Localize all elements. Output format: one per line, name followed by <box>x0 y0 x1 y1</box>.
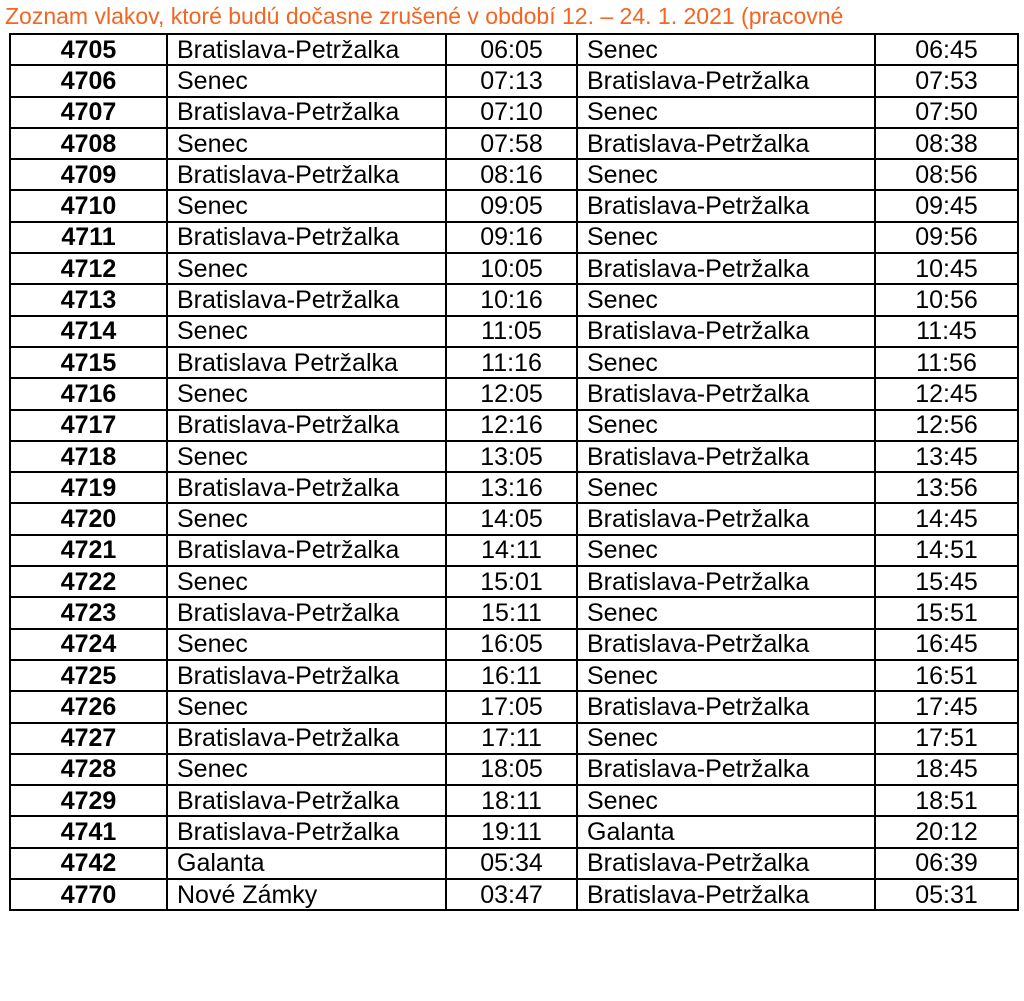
train-number-cell: 4716 <box>10 378 167 409</box>
arrival-station-cell: Senec <box>577 723 875 754</box>
departure-station-cell: Bratislava-Petržalka <box>167 723 446 754</box>
train-number-cell: 4729 <box>10 785 167 816</box>
departure-station-cell: Senec <box>167 378 446 409</box>
train-number-cell: 4708 <box>10 128 167 159</box>
departure-time-cell: 14:11 <box>446 535 577 566</box>
arrival-time-cell: 14:45 <box>875 503 1018 534</box>
departure-station-cell: Bratislava-Petržalka <box>167 785 446 816</box>
train-number-cell: 4714 <box>10 316 167 347</box>
arrival-station-cell: Bratislava-Petržalka <box>577 128 875 159</box>
departure-time-cell: 08:16 <box>446 159 577 190</box>
table-row <box>10 410 1018 441</box>
table-row <box>10 347 1018 378</box>
departure-station-cell: Bratislava-Petržalka <box>167 159 446 190</box>
departure-station-cell: Bratislava-Petržalka <box>167 597 446 628</box>
arrival-time-cell: 15:51 <box>875 597 1018 628</box>
arrival-station-cell: Bratislava-Petržalka <box>577 503 875 534</box>
departure-station-cell: Senec <box>167 190 446 221</box>
table-row <box>10 472 1018 503</box>
departure-time-cell: 03:47 <box>446 879 577 910</box>
arrival-time-cell: 18:51 <box>875 785 1018 816</box>
train-number-cell: 4711 <box>10 222 167 253</box>
table-row <box>10 879 1018 910</box>
arrival-station-cell: Senec <box>577 159 875 190</box>
arrival-station-cell: Bratislava-Petržalka <box>577 566 875 597</box>
arrival-time-cell: 14:51 <box>875 535 1018 566</box>
arrival-station-cell: Bratislava-Petržalka <box>577 378 875 409</box>
table-row <box>10 253 1018 284</box>
train-number-cell: 4728 <box>10 754 167 785</box>
train-number-cell: 4725 <box>10 660 167 691</box>
train-number-cell: 4721 <box>10 535 167 566</box>
arrival-station-cell: Bratislava-Petržalka <box>577 691 875 722</box>
table-row <box>10 535 1018 566</box>
train-number-cell: 4710 <box>10 190 167 221</box>
arrival-station-cell: Bratislava-Petržalka <box>577 441 875 472</box>
train-number-cell: 4720 <box>10 503 167 534</box>
train-number-cell: 4712 <box>10 253 167 284</box>
arrival-station-cell: Bratislava-Petržalka <box>577 65 875 96</box>
departure-station-cell: Galanta <box>167 848 446 879</box>
arrival-station-cell: Bratislava-Petržalka <box>577 848 875 879</box>
arrival-time-cell: 06:39 <box>875 848 1018 879</box>
departure-station-cell: Bratislava Petržalka <box>167 347 446 378</box>
train-number-cell: 4719 <box>10 472 167 503</box>
departure-time-cell: 07:58 <box>446 128 577 159</box>
table-row <box>10 378 1018 409</box>
arrival-time-cell: 12:56 <box>875 410 1018 441</box>
departure-time-cell: 18:05 <box>446 754 577 785</box>
train-number-cell: 4705 <box>10 34 167 65</box>
departure-time-cell: 14:05 <box>446 503 577 534</box>
arrival-station-cell: Senec <box>577 284 875 315</box>
train-number-cell: 4727 <box>10 723 167 754</box>
arrival-station-cell: Senec <box>577 597 875 628</box>
train-number-cell: 4718 <box>10 441 167 472</box>
arrival-time-cell: 16:45 <box>875 629 1018 660</box>
train-number-cell: 4742 <box>10 848 167 879</box>
departure-station-cell: Bratislava-Petržalka <box>167 34 446 65</box>
table-row <box>10 65 1018 96</box>
arrival-station-cell: Senec <box>577 472 875 503</box>
table-body <box>10 34 1018 910</box>
departure-time-cell: 15:01 <box>446 566 577 597</box>
table-row <box>10 848 1018 879</box>
departure-time-cell: 06:05 <box>446 34 577 65</box>
train-number-cell: 4722 <box>10 566 167 597</box>
departure-time-cell: 19:11 <box>446 816 577 847</box>
departure-time-cell: 11:16 <box>446 347 577 378</box>
departure-station-cell: Senec <box>167 629 446 660</box>
departure-station-cell: Bratislava-Petržalka <box>167 535 446 566</box>
departure-station-cell: Senec <box>167 441 446 472</box>
table-row <box>10 34 1018 65</box>
table-row <box>10 159 1018 190</box>
arrival-time-cell: 06:45 <box>875 34 1018 65</box>
arrival-time-cell: 10:45 <box>875 253 1018 284</box>
departure-station-cell: Bratislava-Petržalka <box>167 222 446 253</box>
arrival-time-cell: 09:45 <box>875 190 1018 221</box>
departure-station-cell: Senec <box>167 754 446 785</box>
train-number-cell: 4741 <box>10 816 167 847</box>
departure-station-cell: Bratislava-Petržalka <box>167 816 446 847</box>
arrival-station-cell: Galanta <box>577 816 875 847</box>
table-row <box>10 754 1018 785</box>
departure-time-cell: 15:11 <box>446 597 577 628</box>
table-row <box>10 503 1018 534</box>
departure-time-cell: 17:05 <box>446 691 577 722</box>
arrival-time-cell: 13:45 <box>875 441 1018 472</box>
arrival-time-cell: 09:56 <box>875 222 1018 253</box>
departure-time-cell: 16:11 <box>446 660 577 691</box>
arrival-time-cell: 18:45 <box>875 754 1018 785</box>
departure-station-cell: Bratislava-Petržalka <box>167 660 446 691</box>
arrival-station-cell: Bratislava-Petržalka <box>577 629 875 660</box>
departure-time-cell: 12:05 <box>446 378 577 409</box>
table-row <box>10 816 1018 847</box>
departure-time-cell: 10:16 <box>446 284 577 315</box>
departure-time-cell: 16:05 <box>446 629 577 660</box>
table-row <box>10 97 1018 128</box>
arrival-time-cell: 16:51 <box>875 660 1018 691</box>
train-number-cell: 4726 <box>10 691 167 722</box>
cancelled-trains-table <box>9 33 1019 911</box>
departure-station-cell: Senec <box>167 503 446 534</box>
departure-time-cell: 18:11 <box>446 785 577 816</box>
arrival-time-cell: 08:38 <box>875 128 1018 159</box>
departure-time-cell: 13:16 <box>446 472 577 503</box>
departure-time-cell: 10:05 <box>446 253 577 284</box>
arrival-time-cell: 10:56 <box>875 284 1018 315</box>
departure-time-cell: 05:34 <box>446 848 577 879</box>
arrival-time-cell: 20:12 <box>875 816 1018 847</box>
departure-station-cell: Senec <box>167 128 446 159</box>
departure-station-cell: Bratislava-Petržalka <box>167 410 446 441</box>
arrival-station-cell: Senec <box>577 785 875 816</box>
arrival-time-cell: 11:56 <box>875 347 1018 378</box>
departure-station-cell: Bratislava-Petržalka <box>167 284 446 315</box>
arrival-time-cell: 13:56 <box>875 472 1018 503</box>
train-number-cell: 4713 <box>10 284 167 315</box>
arrival-time-cell: 17:45 <box>875 691 1018 722</box>
arrival-station-cell: Senec <box>577 34 875 65</box>
table-row <box>10 316 1018 347</box>
arrival-time-cell: 17:51 <box>875 723 1018 754</box>
arrival-station-cell: Bratislava-Petržalka <box>577 754 875 785</box>
table-row <box>10 691 1018 722</box>
departure-station-cell: Senec <box>167 253 446 284</box>
table-row <box>10 190 1018 221</box>
departure-station-cell: Nové Zámky <box>167 879 446 910</box>
departure-station-cell: Bratislava-Petržalka <box>167 472 446 503</box>
departure-station-cell: Senec <box>167 566 446 597</box>
table-row <box>10 566 1018 597</box>
train-number-cell: 4723 <box>10 597 167 628</box>
arrival-time-cell: 07:50 <box>875 97 1018 128</box>
train-number-cell: 4707 <box>10 97 167 128</box>
arrival-time-cell: 15:45 <box>875 566 1018 597</box>
departure-time-cell: 12:16 <box>446 410 577 441</box>
train-number-cell: 4724 <box>10 629 167 660</box>
table-row <box>10 785 1018 816</box>
arrival-station-cell: Bratislava-Petržalka <box>577 879 875 910</box>
departure-time-cell: 09:16 <box>446 222 577 253</box>
train-number-cell: 4706 <box>10 65 167 96</box>
arrival-station-cell: Senec <box>577 410 875 441</box>
departure-time-cell: 17:11 <box>446 723 577 754</box>
arrival-station-cell: Senec <box>577 97 875 128</box>
table-row <box>10 723 1018 754</box>
train-number-cell: 4770 <box>10 879 167 910</box>
train-number-cell: 4715 <box>10 347 167 378</box>
train-number-cell: 4717 <box>10 410 167 441</box>
table-row <box>10 441 1018 472</box>
table-row <box>10 128 1018 159</box>
arrival-station-cell: Senec <box>577 660 875 691</box>
arrival-station-cell: Bratislava-Petržalka <box>577 316 875 347</box>
page-title: Zoznam vlakov, ktoré budú dočasne zrušené v období 12. – 24. 1. 2021 (pracovné <box>5 3 844 29</box>
departure-time-cell: 07:13 <box>446 65 577 96</box>
arrival-station-cell: Senec <box>577 222 875 253</box>
arrival-station-cell: Bratislava-Petržalka <box>577 253 875 284</box>
train-number-cell: 4709 <box>10 159 167 190</box>
departure-time-cell: 13:05 <box>446 441 577 472</box>
table-row <box>10 597 1018 628</box>
table-row <box>10 660 1018 691</box>
arrival-time-cell: 08:56 <box>875 159 1018 190</box>
table-row <box>10 629 1018 660</box>
arrival-time-cell: 11:45 <box>875 316 1018 347</box>
arrival-time-cell: 05:31 <box>875 879 1018 910</box>
arrival-time-cell: 07:53 <box>875 65 1018 96</box>
departure-station-cell: Bratislava-Petržalka <box>167 97 446 128</box>
departure-station-cell: Senec <box>167 316 446 347</box>
departure-station-cell: Senec <box>167 691 446 722</box>
arrival-station-cell: Senec <box>577 347 875 378</box>
departure-station-cell: Senec <box>167 65 446 96</box>
arrival-time-cell: 12:45 <box>875 378 1018 409</box>
table-row <box>10 284 1018 315</box>
departure-time-cell: 11:05 <box>446 316 577 347</box>
table-row <box>10 222 1018 253</box>
departure-time-cell: 07:10 <box>446 97 577 128</box>
arrival-station-cell: Senec <box>577 535 875 566</box>
arrival-station-cell: Bratislava-Petržalka <box>577 190 875 221</box>
departure-time-cell: 09:05 <box>446 190 577 221</box>
